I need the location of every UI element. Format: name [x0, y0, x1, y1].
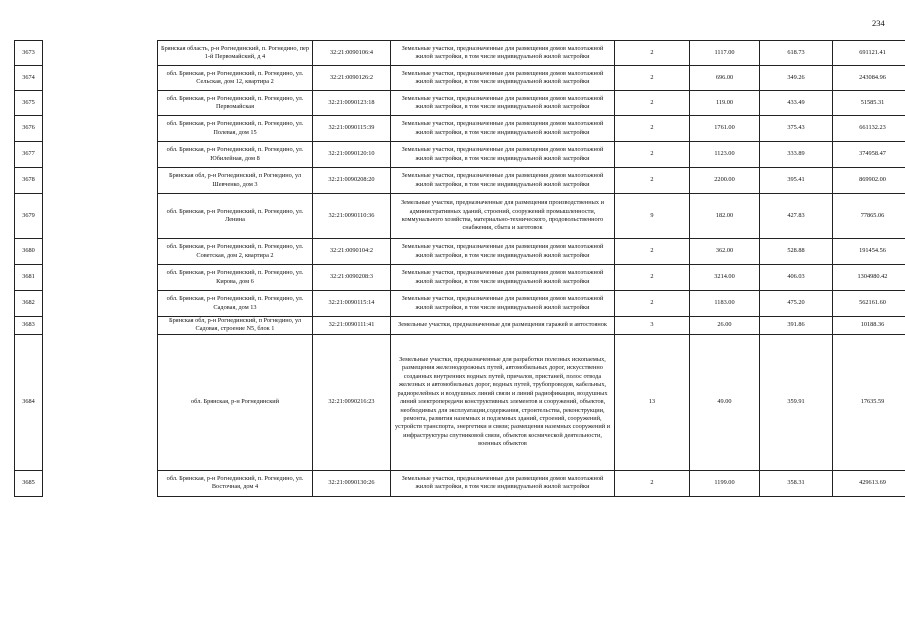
row-spacer [43, 116, 158, 142]
row-number: 3674 [15, 66, 43, 91]
row-number: 3683 [15, 317, 43, 335]
row-spacer [43, 265, 158, 291]
row-land-use: Земельные участки, предназначенные для размещения домов малоэтажной жилой застройки, в том числе индивидуальной жилой застройки [391, 66, 615, 91]
row-area: 3214.00 [690, 265, 760, 291]
row-land-use: Земельные участки, предназначенные для размещения домов малоэтажной жилой застройки, в том числе индивидуальной жилой застройки [391, 91, 615, 116]
row-use-group: 2 [615, 41, 690, 66]
row-cadastral-number: 32:21:0090216:23 [313, 334, 391, 470]
row-cadastral-number: 32:21:0090104:2 [313, 239, 391, 265]
row-cadastral-value: 562161.60 [833, 291, 905, 317]
row-cadastral-number: 32:21:0090115:14 [313, 291, 391, 317]
row-use-group: 2 [615, 116, 690, 142]
row-use-group: 2 [615, 265, 690, 291]
row-number: 3680 [15, 239, 43, 265]
row-number: 3676 [15, 116, 43, 142]
row-area: 1117.00 [690, 41, 760, 66]
row-cadastral-value: 191454.56 [833, 239, 905, 265]
row-use-group: 2 [615, 470, 690, 496]
row-land-use: Земельные участки, предназначенные для размещения домов малоэтажной жилой застройки, в том числе индивидуальной жилой застройки [391, 168, 615, 194]
row-spacer [43, 41, 158, 66]
row-number: 3675 [15, 91, 43, 116]
row-address: обл. Брянская, р-н Рогнединский [158, 334, 313, 470]
row-address: обл. Брянская, р-н Рогнединский, п. Рогнедино, ул. Сельская, дом 12, квартира 2 [158, 66, 313, 91]
row-cadastral-value: 10188.36 [833, 317, 905, 335]
row-land-use: Земельные участки, предназначенные для размещения домов малоэтажной жилой застройки, в том числе индивидуальной жилой застройки [391, 470, 615, 496]
row-cadastral-value: 374958.47 [833, 142, 905, 168]
row-area: 182.00 [690, 194, 760, 239]
table-row [15, 239, 905, 265]
table-row [15, 66, 905, 91]
row-area: 1123.00 [690, 142, 760, 168]
table-row [15, 41, 905, 66]
row-number: 3682 [15, 291, 43, 317]
row-unit-price: 358.31 [760, 470, 833, 496]
row-unit-price: 375.43 [760, 116, 833, 142]
row-address: обл. Брянская, р-н Рогнединский, п. Рогнедино, ул. Советская, дом 2, квартира 2 [158, 239, 313, 265]
table-row [15, 116, 905, 142]
row-unit-price: 406.03 [760, 265, 833, 291]
row-cadastral-value: 661132.23 [833, 116, 905, 142]
row-cadastral-number: 32:21:0090208:3 [313, 265, 391, 291]
row-unit-price: 475.20 [760, 291, 833, 317]
row-unit-price: 349.26 [760, 66, 833, 91]
row-unit-price: 433.49 [760, 91, 833, 116]
table-row [15, 168, 905, 194]
row-area: 119.00 [690, 91, 760, 116]
table-row [15, 470, 905, 496]
row-land-use: Земельные участки, предназначенные для размещения домов малоэтажной жилой застройки, в том числе индивидуальной жилой застройки [391, 116, 615, 142]
row-unit-price: 528.88 [760, 239, 833, 265]
row-cadastral-value: 1304980.42 [833, 265, 905, 291]
row-address: обл. Брянская, р-н Рогнединский, п. Рогнедино, ул. Восточная, дом 4 [158, 470, 313, 496]
row-land-use: Земельные участки, предназначенные для размещения домов малоэтажной жилой застройки, в том числе индивидуальной жилой застройки [391, 239, 615, 265]
row-spacer [43, 194, 158, 239]
row-unit-price: 391.86 [760, 317, 833, 335]
table-row [15, 91, 905, 116]
row-spacer [43, 470, 158, 496]
row-land-use: Земельные участки, предназначенные для размещения домов малоэтажной жилой застройки, в том числе индивидуальной жилой застройки [391, 291, 615, 317]
row-spacer [43, 168, 158, 194]
row-use-group: 2 [615, 291, 690, 317]
row-area: 1183.00 [690, 291, 760, 317]
row-cadastral-value: 691121.41 [833, 41, 905, 66]
row-land-use: Земельные участки, предназначенные для размещения домов малоэтажной жилой застройки, в том числе индивидуальной жилой застройки [391, 142, 615, 168]
page-number: 234 [872, 18, 885, 28]
row-cadastral-number: 32:21:0090208:20 [313, 168, 391, 194]
row-cadastral-number: 32:21:0090115:39 [313, 116, 391, 142]
row-spacer [43, 142, 158, 168]
table-row [15, 317, 905, 335]
row-land-use: Земельные участки, предназначенные для размещения гаражей и автостоянок [391, 317, 615, 335]
table-row [15, 142, 905, 168]
row-cadastral-number: 32:21:0090110:36 [313, 194, 391, 239]
row-area: 2200.00 [690, 168, 760, 194]
row-area: 696.00 [690, 66, 760, 91]
row-cadastral-number: 32:21:0090126:2 [313, 66, 391, 91]
row-use-group: 2 [615, 239, 690, 265]
row-cadastral-value: 51585.31 [833, 91, 905, 116]
table-row [15, 291, 905, 317]
row-spacer [43, 91, 158, 116]
row-spacer [43, 317, 158, 335]
row-address: обл. Брянская, р-н Рогнединский, п. Рогнедино, ул. Полевая, дом 15 [158, 116, 313, 142]
row-area: 362.00 [690, 239, 760, 265]
row-land-use: Земельные участки, предназначенные для размещения домов малоэтажной жилой застройки, в том числе индивидуальной жилой застройки [391, 41, 615, 66]
row-cadastral-number: 32:21:0090106:4 [313, 41, 391, 66]
row-land-use: Земельные участки, предназначенные для размещения домов малоэтажной жилой застройки, в том числе индивидуальной жилой застройки [391, 265, 615, 291]
row-number: 3677 [15, 142, 43, 168]
row-use-group: 3 [615, 317, 690, 335]
row-area: 26.00 [690, 317, 760, 335]
row-unit-price: 427.83 [760, 194, 833, 239]
row-number: 3684 [15, 334, 43, 470]
row-spacer [43, 239, 158, 265]
row-spacer [43, 66, 158, 91]
row-cadastral-number: 32:21:0090111:41 [313, 317, 391, 335]
row-area: 1761.00 [690, 116, 760, 142]
row-area: 1199.00 [690, 470, 760, 496]
row-address: обл. Брянская, р-н Рогнединский, п. Рогнедино, ул. Кирова, дом 6 [158, 265, 313, 291]
row-land-use: Земельные участки, предназначенные для размещения производственных и административных зданий, строений, сооружений промышленности, коммунального хозяйства, материально-технического, продовольственного снабжения, сбыта и заготовок [391, 194, 615, 239]
row-address: Брянская обл, р-н Рогнединский, п Рогнедино, ул Садовая, строение N5, блок 1 [158, 317, 313, 335]
row-address: Брянская обл, р-н Рогнединский, п Рогнедино, ул Шевченко, дом 3 [158, 168, 313, 194]
row-use-group: 2 [615, 168, 690, 194]
row-use-group: 2 [615, 91, 690, 116]
row-spacer [43, 291, 158, 317]
row-cadastral-value: 243084.96 [833, 66, 905, 91]
row-cadastral-value: 17635.59 [833, 334, 905, 470]
row-area: 49.00 [690, 334, 760, 470]
table-row [15, 334, 905, 470]
row-number: 3685 [15, 470, 43, 496]
row-number: 3681 [15, 265, 43, 291]
row-unit-price: 359.91 [760, 334, 833, 470]
row-use-group: 2 [615, 66, 690, 91]
row-address: обл. Брянская, р-н Рогнединский, п. Рогнедино, ул. Первомайская [158, 91, 313, 116]
row-unit-price: 333.89 [760, 142, 833, 168]
table-row [15, 194, 905, 239]
row-number: 3678 [15, 168, 43, 194]
row-address: обл. Брянская, р-н Рогнединский, п. Рогнедино, ул. Юбилейная, дом 8 [158, 142, 313, 168]
row-number: 3679 [15, 194, 43, 239]
row-spacer [43, 334, 158, 470]
row-address: обл. Брянская, р-н Рогнединский, п. Рогнедино, ул. Ленина [158, 194, 313, 239]
row-cadastral-value: 77865.06 [833, 194, 905, 239]
row-unit-price: 618.73 [760, 41, 833, 66]
row-cadastral-number: 32:21:0090120:10 [313, 142, 391, 168]
row-cadastral-number: 32:21:0090130:26 [313, 470, 391, 496]
row-cadastral-value: 869902.00 [833, 168, 905, 194]
table-row [15, 265, 905, 291]
row-unit-price: 395.41 [760, 168, 833, 194]
row-use-group: 2 [615, 142, 690, 168]
row-address: обл. Брянская, р-н Рогнединский, п. Рогнедино, ул. Садовая, дом 13 [158, 291, 313, 317]
row-cadastral-number: 32:21:0090123:18 [313, 91, 391, 116]
row-use-group: 9 [615, 194, 690, 239]
row-cadastral-value: 429613.69 [833, 470, 905, 496]
land-plots-table [14, 40, 905, 497]
row-use-group: 13 [615, 334, 690, 470]
row-address: Брянская область, р-н Рогнединский, п. Рогнедино, пер 1-й Первомайский, д 4 [158, 41, 313, 66]
row-land-use: Земельные участки, предназначенные для разработки полезных ископаемых, размещения железнодорожных путей, автомобильных дорог, искусственно созданных внутренних водных путей, причалов, пристаней, полос отвода железных и автомобильных дорог, водных путей, трубопроводов, кабельных, радиорелейных и воздушных линий связи и линий радиофикации, воздушных линий электропередачи конструктивных элементов и сооружений, объектов, необходимых для эксплуатации,содержания, строительства, реконструкции, ремонта, развития наземных и подземных зданий, строений, сооружений, устройств транспорта, энергетики и связи; размещения наземных сооружений и инфраструктуры спутниковой связи, объектов космической деятельности, военных объектов [391, 334, 615, 470]
row-number: 3673 [15, 41, 43, 66]
